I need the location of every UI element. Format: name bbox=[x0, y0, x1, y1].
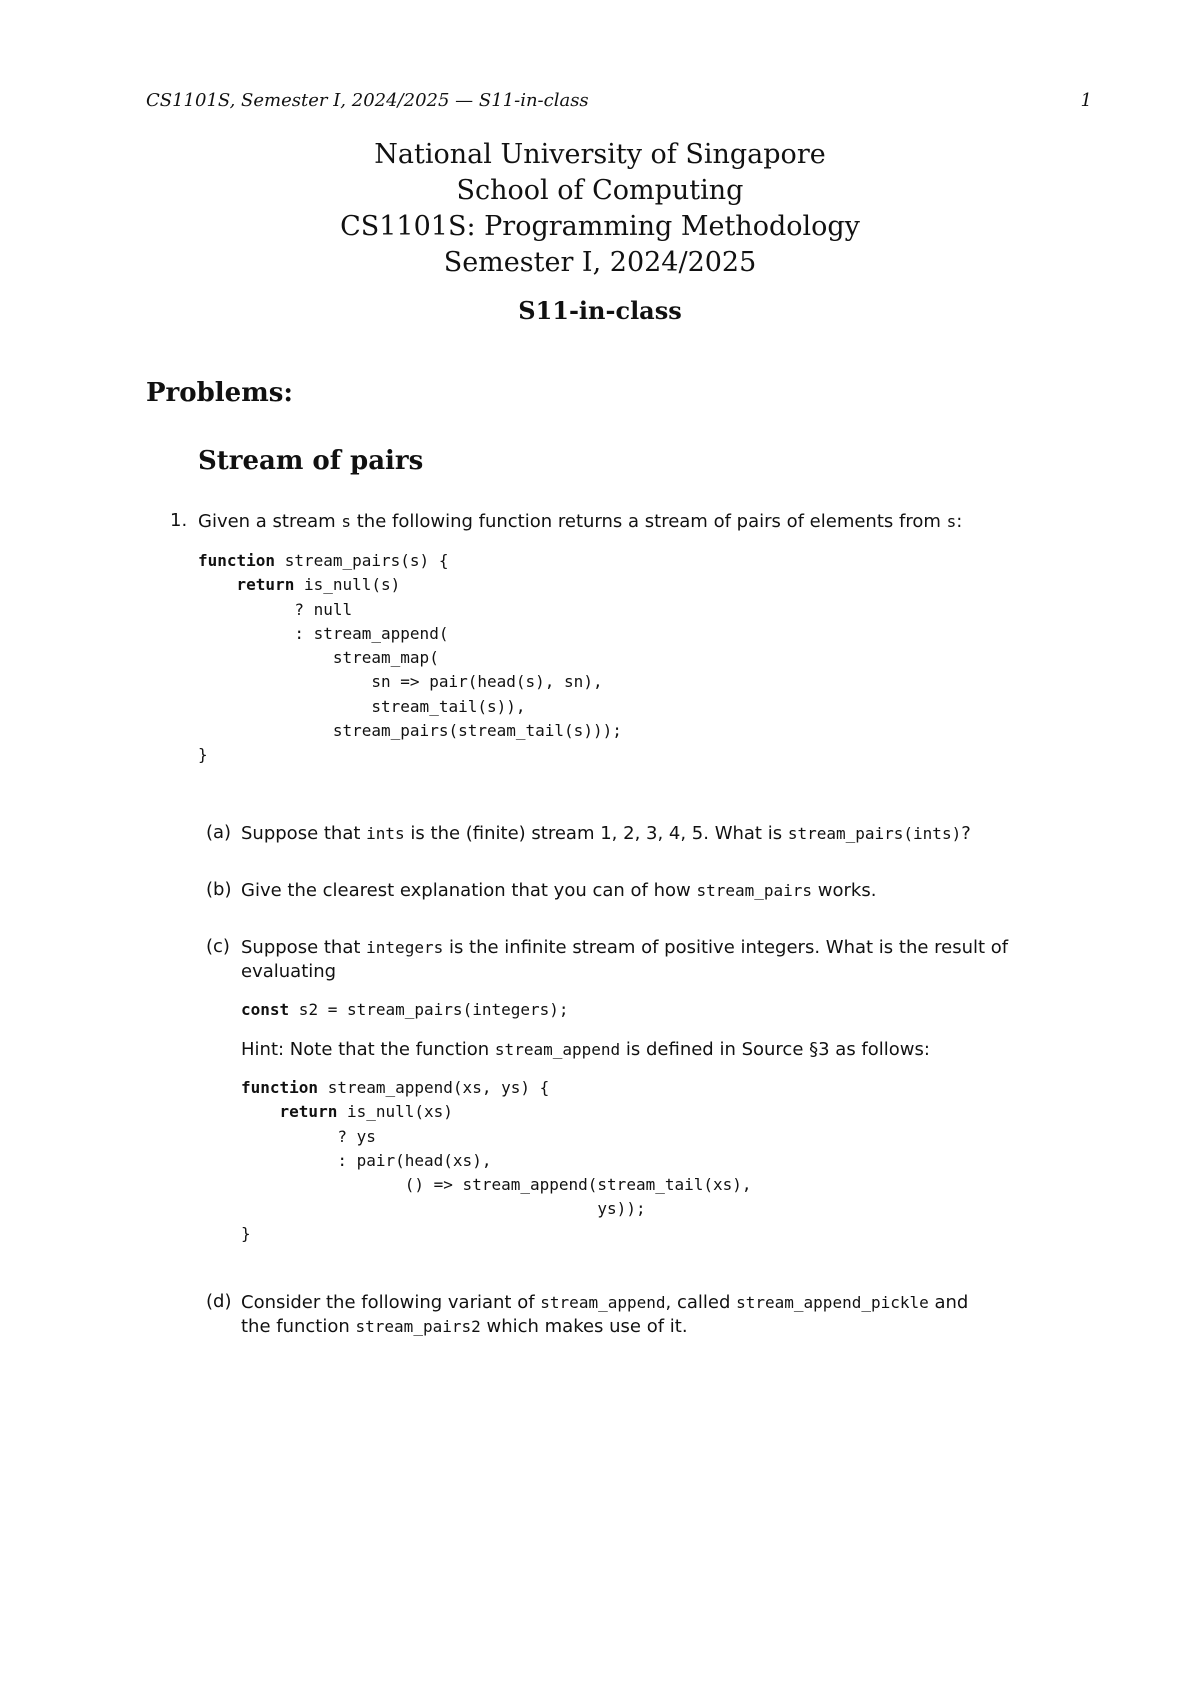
semester: Semester I, 2024/2025 bbox=[443, 247, 757, 278]
section-heading: Stream of pairs bbox=[198, 446, 424, 476]
part-c-label: (c) bbox=[206, 936, 230, 957]
course-name: CS1101S: Programming Methodology bbox=[340, 211, 860, 242]
part-b-text: Give the clearest explanation that you can of how stream_pairs works. bbox=[241, 880, 877, 901]
question-intro: Given a stream s the following function returns a stream of pairs of elements from s: bbox=[198, 511, 963, 532]
question-number: 1. bbox=[170, 510, 188, 531]
title-block bbox=[0, 137, 1200, 329]
stream-pairs-code: function stream_pairs(s) { return is_null(s) ? null : stream_append( stream_map( sn => pair(head(s), sn), stream_tail(s)), stream_pairs(stream_tail(s))); } bbox=[198, 551, 622, 765]
running-header bbox=[146, 90, 1092, 111]
header-title: CS1101S, Semester I, 2024/2025 — S11-in-class bbox=[146, 90, 589, 111]
part-b-label: (b) bbox=[206, 879, 232, 900]
page-number: 1 bbox=[1080, 90, 1092, 111]
part-a-label: (a) bbox=[206, 822, 232, 843]
part-d-text: Consider the following variant of stream_append, called stream_append_pickle and the function stream_pairs2 which makes use of it. bbox=[241, 1292, 969, 1337]
hint-text: Hint: Note that the function stream_append is defined in Source §3 as follows: bbox=[241, 1039, 930, 1060]
stream-append-code: function stream_append(xs, ys) { return is_null(xs) ? ys : pair(head(xs), () => stream_append(stream_tail(xs), ys)); } bbox=[241, 1078, 752, 1243]
part-c-text: Suppose that integers is the infinite stream of positive integers. What is the result of evaluating bbox=[241, 937, 1009, 982]
part-a-text: Suppose that ints is the (finite) stream 1, 2, 3, 4, 5. What is stream_pairs(ints)? bbox=[241, 823, 971, 844]
part-d-label: (d) bbox=[206, 1291, 232, 1312]
document-subtitle: S11-in-class bbox=[518, 296, 682, 325]
university-name: National University of Singapore bbox=[374, 139, 826, 170]
const-s2-code: const s2 = stream_pairs(integers); bbox=[241, 1000, 569, 1019]
school-name: School of Computing bbox=[456, 175, 744, 206]
problems-heading: Problems: bbox=[146, 378, 293, 408]
